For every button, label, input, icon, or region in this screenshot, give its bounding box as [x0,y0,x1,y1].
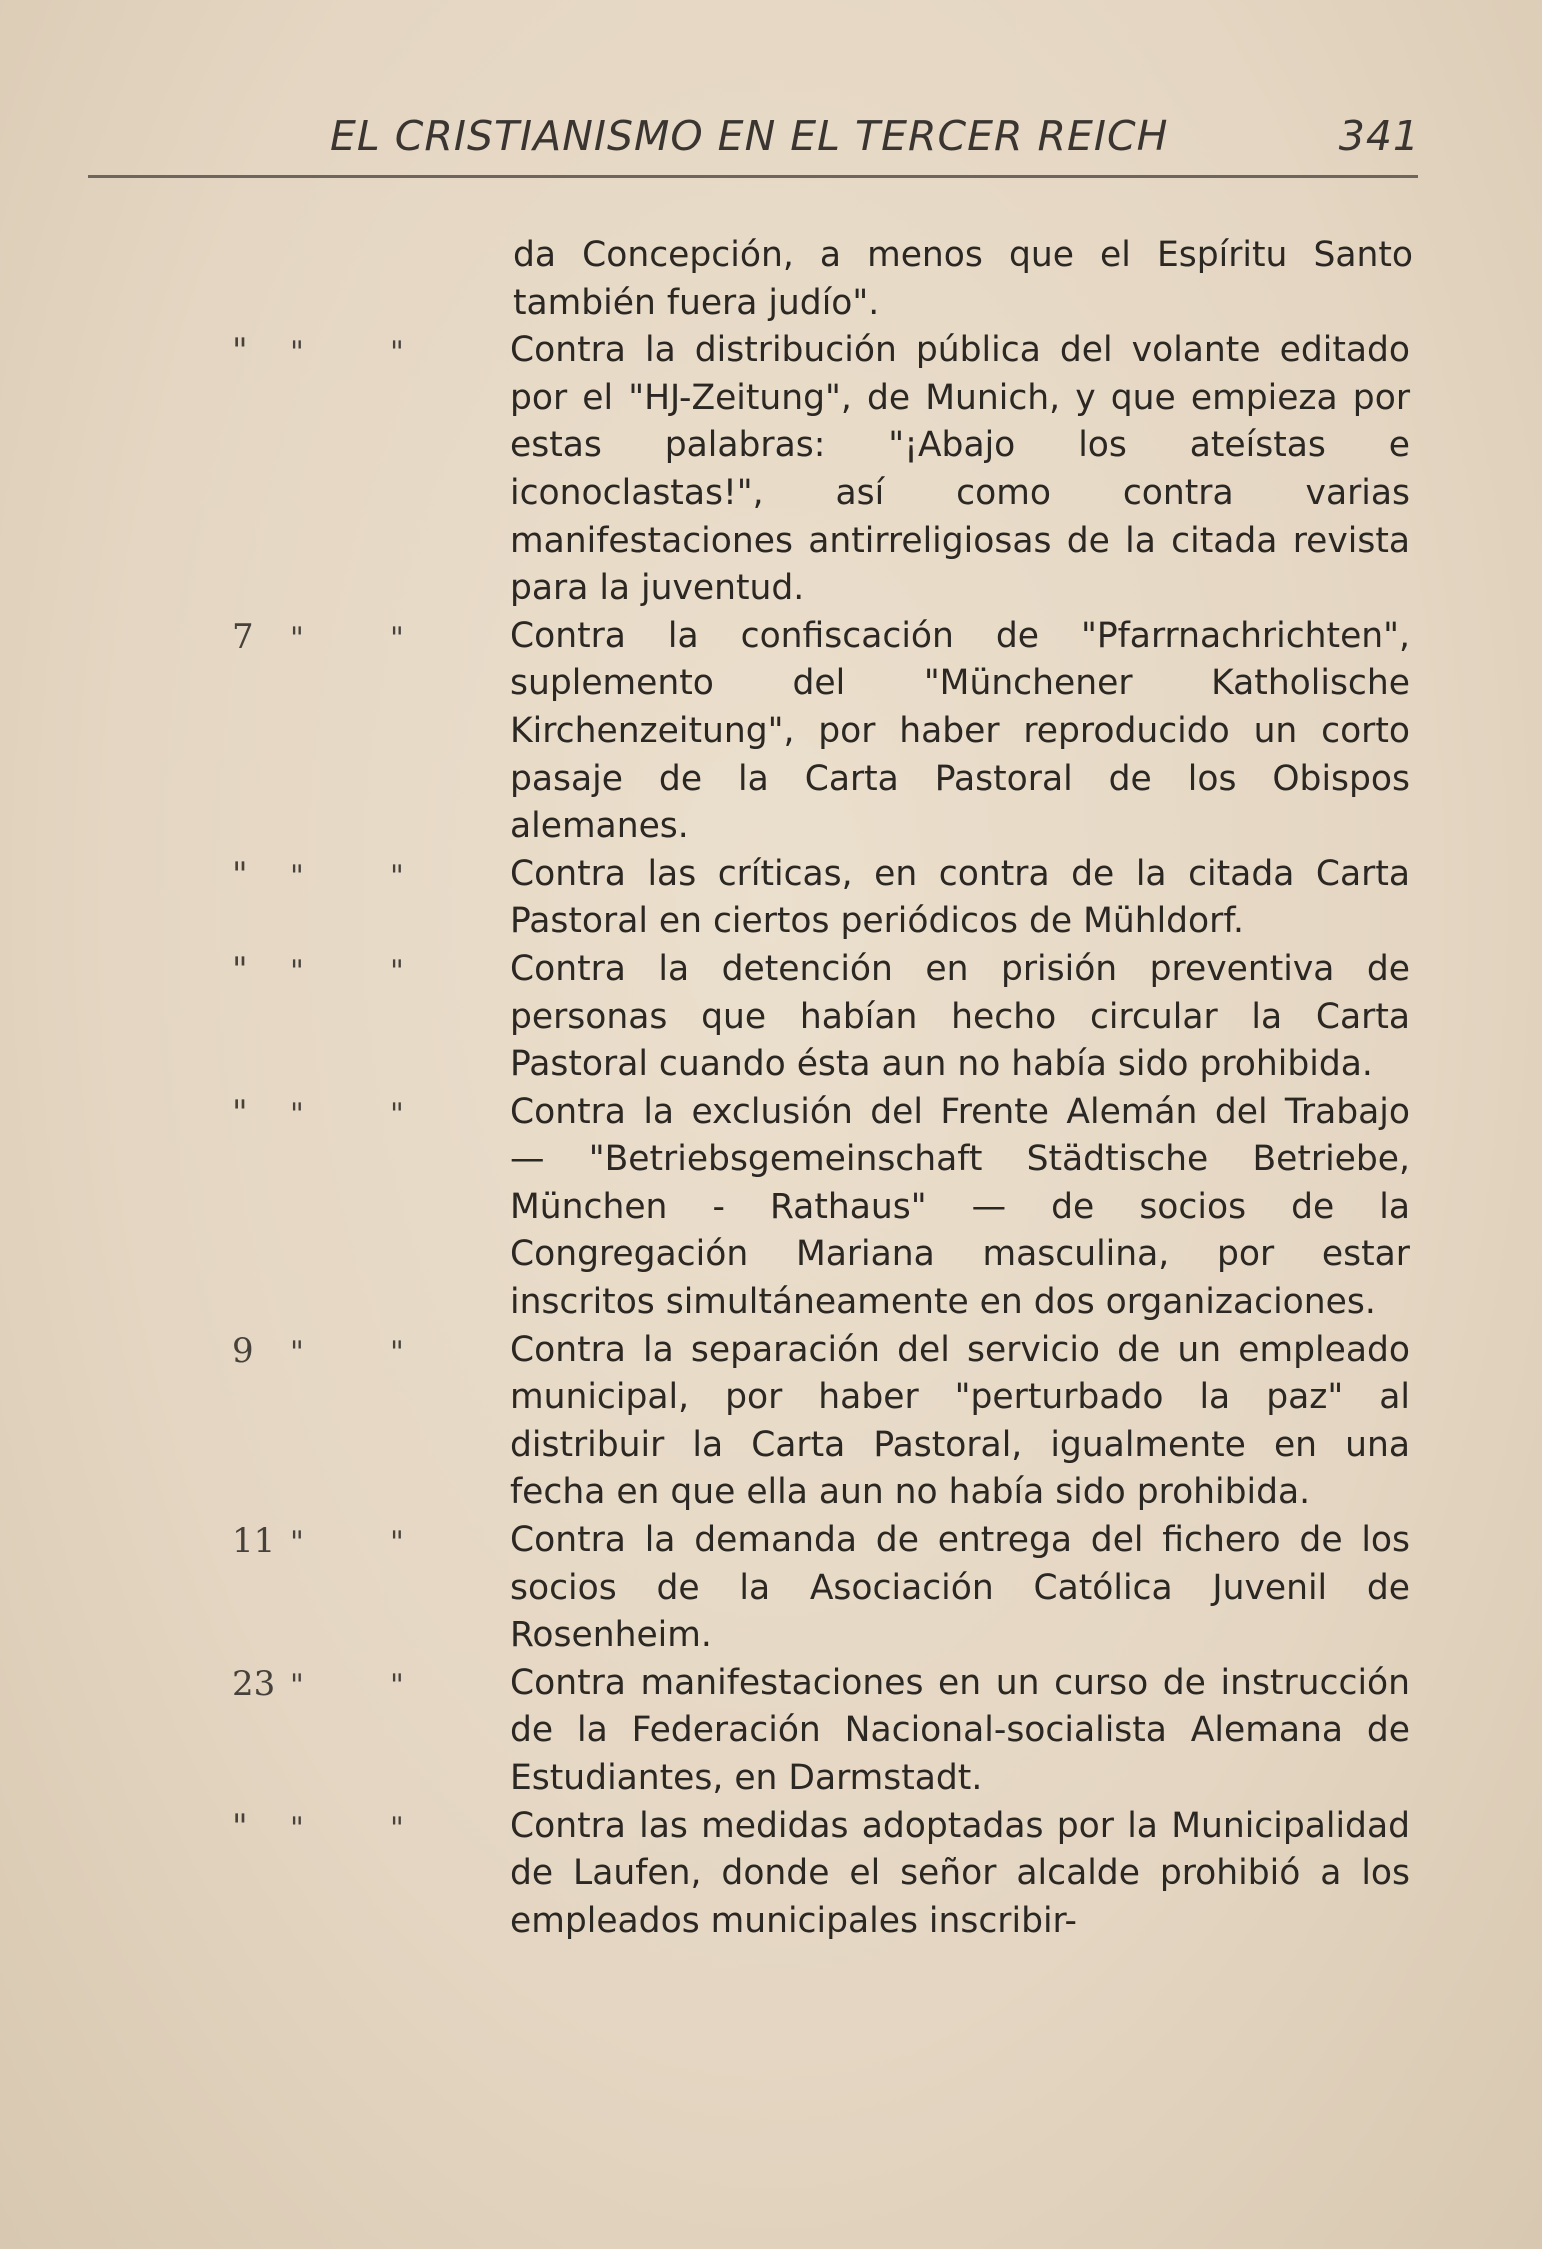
entry-date [220,950,420,996]
entry-month: " [290,1334,304,1370]
entry-text: Contra la confiscación de "Pfarrnachrichten", suplemento del "Münchener Katholische Kirchenzeitung", por haber reproducido un corto pasaje de la Carta Pastoral de los Obispos alemanes. [510,615,1410,847]
entry-text: Contra la detención en prisión preventiva de personas que habían hecho circular la Carta Pastoral cuando ésta aun no había sido prohibida. [510,948,1410,1085]
entry-date [220,617,420,663]
entry-text: da Concepción, a menos que el Espíritu Santo también fuera judío". [513,235,1413,323]
entry-text: Contra la distribución pública del volante editado por el "HJ-Zeitung", de Munich, y que empieza por estas palabras: "¡Abajo los ateístas e iconoclastas!", así como contra varias manifestaciones antirreligiosas de la citada revista para la juventud. [510,330,1410,609]
entry-date [220,1521,420,1567]
entry-day: " [232,1806,248,1847]
entries-list [0,232,1542,1945]
entry-date [220,1331,420,1377]
entry-text: Contra la demanda de entrega del fichero de los socios de la Asociación Católica Juvenil de Rosenheim. [510,1520,1410,1656]
entry-day: " [232,854,248,895]
entry-year: " [390,1525,404,1561]
entry-continuation [0,232,1542,327]
entry-year: " [390,1810,404,1846]
entry-date [220,855,420,901]
entry [0,946,1542,1089]
entry-year: " [390,953,404,989]
entry [0,1660,1542,1803]
entry-text: Contra las medidas adoptadas por la Municipalidad de Laufen, donde el señor alcalde prohibió a los empleados municipales inscribir- [510,1805,1410,1941]
entry-month: " [290,620,304,656]
entry-text: Contra las críticas, en contra de la citada Carta Pastoral en ciertos periódicos de Mühldorf. [510,853,1410,942]
entry [0,613,1542,851]
entry-year: " [390,1096,404,1132]
entry-date [220,1093,420,1139]
entry-month: " [290,1810,304,1846]
entry-month: " [290,858,304,894]
entry-day: " [232,331,248,372]
entry [0,327,1542,613]
entry-month: " [290,1525,304,1561]
running-head [330,112,1420,172]
entry-day: 9 [232,1330,254,1371]
entry-text: Contra la exclusión del Frente Alemán del Trabajo — "Betriebsgemeinschaft Städtische Betriebe, München - Rathaus" — de socios de la Congregación Mariana masculina, por estar inscritos simultáneamente en dos organizaciones. [510,1091,1410,1323]
entry-text: Contra la separación del servicio de un empleado municipal, por haber "perturbado la paz" al distribuir la Carta Pastoral, igualmente en una fecha en que ella aun no había sido prohibida. [510,1329,1410,1513]
entry-date [220,1807,420,1853]
entry [0,1803,1542,1946]
entry [0,851,1542,946]
header-rule [88,175,1418,178]
entry-day: 11 [232,1521,276,1562]
entry [0,1089,1542,1327]
entry-month: " [290,335,304,371]
entry-day: 23 [232,1663,276,1704]
entry-month: " [290,1667,304,1703]
entry-date [220,1664,420,1710]
entry-date [220,331,420,377]
entry-text: Contra manifestaciones en un curso de instrucción de la Federación Nacional-socialista Alemana de Estudiantes, en Darmstadt. [510,1662,1410,1798]
entry-month: " [290,1096,304,1132]
entry-day: " [232,1092,248,1133]
page-number: 341 [1338,112,1420,160]
entry-date [220,236,420,282]
running-head-title: EL CRISTIANISMO EN EL TERCER REICH [330,112,1169,160]
entry-year: " [390,1334,404,1370]
entry-month: " [290,953,304,989]
entry-day: " [232,949,248,990]
entry [0,1327,1542,1517]
entry-year: " [390,1667,404,1703]
entry-year: " [390,335,404,371]
entry-year: " [390,858,404,894]
entry-day: 7 [232,616,254,657]
entry [0,1517,1542,1660]
entry-year: " [390,620,404,656]
